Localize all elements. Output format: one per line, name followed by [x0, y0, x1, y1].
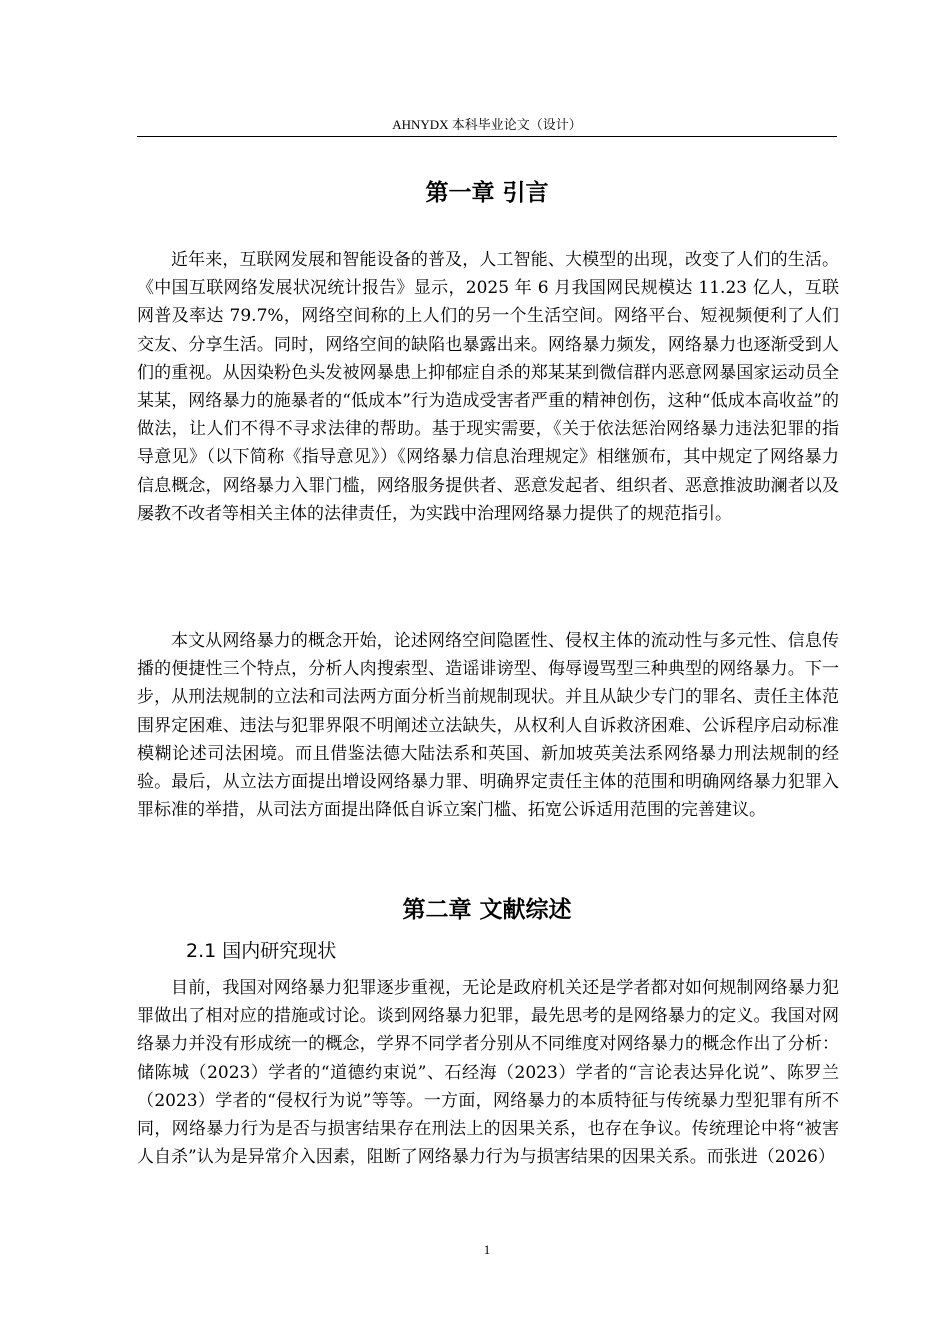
- section-2-1-title: 2.1 国内研究现状: [186, 940, 337, 962]
- running-header: AHNYDX 本科毕业论文（设计）: [392, 117, 582, 132]
- chapter-1-paragraph-2: 本文从网络暴力的概念开始，论述网络空间隐匿性、侵权主体的流动性与多元性、信息传播的便捷性三个特点，分析人肉搜索型、造谣诽谤型、侮辱谩骂型三种典型的网络暴力。下一步，从刑法规制的立法和司法两方面分析当前规制现状。并且从缺少专门的罪名、责任主体范围界定困难、违法与犯罪界限不明阐述立法缺失，从权利人自诉救济困难、公诉程序启动标准模糊论述司法困境。而且借鉴法德大陆法系和英国、新加坡英美法系网络暴力刑法规制的经验。最后，从立法方面提出增设网络暴力罪、明确界定责任主体的范围和明确网络暴力犯罪入罪标准的举措，从司法方面提出降低自诉立案门槛、拓宽公诉适用范围的完善建议。: [137, 631, 839, 821]
- chapter-2-paragraph-1: 目前，我国对网络暴力犯罪逐步重视，无论是政府机关还是学者都对如何规制网络暴力犯罪做出了相对应的措施或讨论。谈到网络暴力犯罪，最先思考的是网络暴力的定义。我国对网络暴力并没有形成统一的概念，学界不同学者分别从不同维度对网络暴力的概念作出了分析：储陈城（2023）学者的“道德约束说”、石经海（2023）学者的“言论表达异化说”、陈罗兰（2023）学者的“侵权行为说”等等。一方面，网络暴力的本质特征与传统暴力型犯罪有所不同，网络暴力行为是否与损害结果存在刑法上的因果关系，也存在争议。传统理论中将“被害人自杀”认为是异常介入因素，阻断了网络暴力行为与损害结果的因果关系。而张进（2026）: [137, 978, 839, 1168]
- page-number: 1: [483, 1242, 491, 1257]
- chapter-1-title: 第一章 引言: [425, 180, 549, 206]
- chapter-1-paragraph-1: 近年来，互联网发展和智能设备的普及，人工智能、大模型的出现，改变了人们的生活。《中国互联网络发展状况统计报告》显示，2025 年 6 月我国网民规模达 11.23 亿人，互联网普及率达 79.7%，网络空间称的上人们的另一个生活空间。网络平台、短视频便利了人们交友、分享生活。同时，网络空间的缺陷也暴露出来。网络暴力频发，网络暴力也逐渐受到人们的重视。从因染粉色头发被网暴患上抑郁症自杀的郑某某到微信群内恶意网暴国家运动员全某某，网络暴力的施暴者的“低成本”行为造成受害者严重的精神创伤，这种“低成本高收益”的做法，让人们不得不寻求法律的帮助。基于现实需要，《关于依法惩治网络暴力违法犯罪的指导意见》（以下简称《指导意见》）《网络暴力信息治理规定》相继颁布，其中规定了网络暴力信息概念，网络暴力入罪门槛，网络服务提供者、恶意发起者、组织者、恶意推波助澜者以及屡教不改者等相关主体的法律责任，为实践中治理网络暴力提供了的规范指引。: [137, 250, 839, 524]
- header-divider: [137, 136, 837, 137]
- chapter-2-title: 第二章 文献综述: [402, 897, 572, 923]
